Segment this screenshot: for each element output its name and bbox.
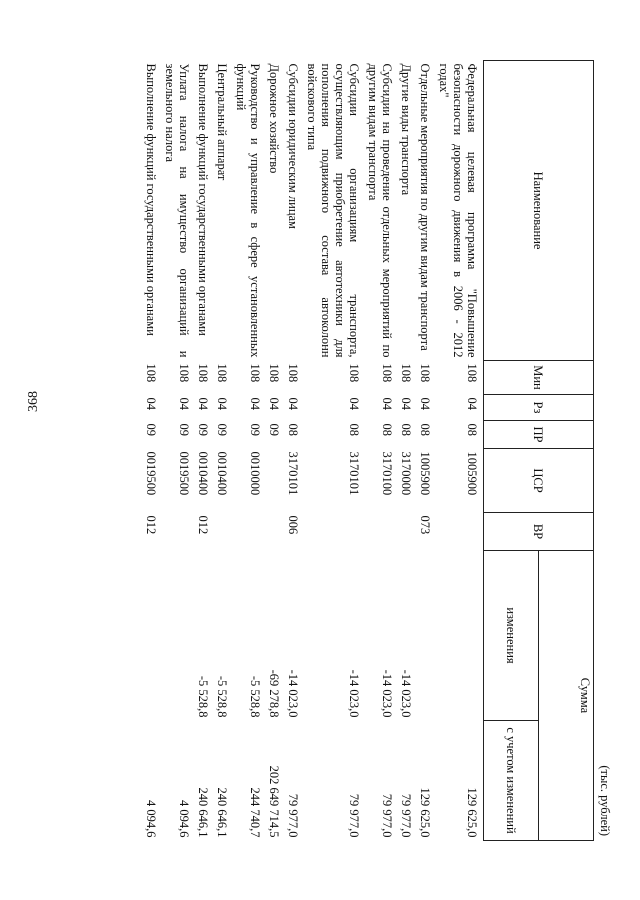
row-vr (162, 513, 195, 551)
row-vr (398, 513, 417, 551)
budget-table-sheet (144, 60, 612, 840)
row-pr: 08 (380, 423, 394, 436)
row-change: -14 023,0 (380, 669, 394, 718)
table-row (233, 61, 266, 841)
row-vr: 012 (144, 515, 158, 535)
row-vr: 006 (286, 515, 300, 535)
row-total: 79 977,0 (286, 793, 300, 838)
row-rz: 04 (380, 397, 394, 410)
row-csr: 0010000 (248, 451, 262, 496)
row-change: -5 528,8 (248, 675, 262, 718)
budget-table (143, 60, 594, 841)
row-vr (436, 513, 484, 551)
row-total: 4 094,6 (177, 800, 191, 838)
row-name: Выполнение функций государственными органами (144, 63, 158, 336)
row-csr: 0010400 (196, 451, 210, 496)
table-row (285, 61, 304, 841)
row-min: 108 (196, 363, 210, 383)
row-name: Федеральная целевая программа "Повышение безопасности дорожного движения в 2006 - 2012 годах" (437, 63, 479, 358)
row-name: Дорожное хозяйство (267, 63, 281, 174)
row-rz: 04 (399, 397, 413, 410)
row-csr (266, 449, 285, 513)
row-min: 108 (215, 363, 229, 383)
header-sum: Сумма (539, 551, 594, 841)
table-row (162, 61, 195, 841)
row-name: Отдельные мероприятия по другим видам транспорта (418, 63, 432, 351)
row-csr: 0010400 (215, 451, 229, 496)
row-min: 108 (248, 363, 262, 383)
header-changes: изменения (484, 551, 539, 721)
table-row (143, 61, 162, 841)
row-name: Субсидии организациям транспорта, осуществляющим приобретение автотехники для пополнения подвижного состава автоколонн войскового типа (305, 63, 361, 358)
header-pr: ПР (484, 421, 594, 449)
row-rz: 04 (286, 397, 300, 410)
row-total: 79 977,0 (347, 793, 361, 838)
row-min: 108 (418, 363, 432, 383)
row-pr: 09 (196, 423, 210, 436)
row-vr: 073 (418, 515, 432, 535)
row-min: 108 (177, 363, 191, 383)
row-vr (233, 513, 266, 551)
row-min: 108 (380, 363, 394, 383)
table-row (266, 61, 285, 841)
row-pr: 09 (144, 423, 158, 436)
header-rz: Рз (484, 395, 594, 421)
row-pr: 08 (465, 423, 479, 436)
row-csr: 1005900 (465, 451, 479, 496)
row-rz: 04 (215, 397, 229, 410)
table-row (398, 61, 417, 841)
row-total: 129 625,0 (418, 787, 432, 838)
row-name: Центральный аппарат (215, 63, 229, 181)
row-total: 79 977,0 (399, 793, 413, 838)
row-min: 108 (465, 363, 479, 383)
row-min: 108 (144, 363, 158, 383)
table-body (143, 61, 484, 841)
table-row (304, 61, 365, 841)
row-pr: 09 (248, 423, 262, 436)
row-total: 244 740,7 (248, 787, 262, 838)
row-min: 108 (399, 363, 413, 383)
row-change (436, 551, 484, 721)
row-total: 79 977,0 (380, 793, 394, 838)
header-csr: ЦСР (484, 449, 594, 513)
row-name: Другие виды транспорта (399, 63, 413, 196)
header-vr: ВР (484, 513, 594, 551)
row-total: 240 646,1 (215, 787, 229, 838)
row-min: 108 (347, 363, 361, 383)
table-row (195, 61, 214, 841)
row-total: 129 625,0 (465, 787, 479, 838)
row-vr (365, 513, 398, 551)
header-name: Наименование (484, 61, 594, 361)
row-vr: 012 (196, 515, 210, 535)
row-change: -5 528,8 (215, 675, 229, 718)
table-row (365, 61, 398, 841)
row-change (143, 551, 162, 721)
table-row (417, 61, 436, 841)
table-row (214, 61, 233, 841)
row-total: 202 649 714,5 (267, 765, 281, 838)
row-rz: 04 (465, 397, 479, 410)
row-rz: 04 (177, 397, 191, 410)
row-change: -69 278,8 (267, 669, 281, 718)
row-total: 240 646,1 (196, 787, 210, 838)
row-pr: 09 (215, 423, 229, 436)
row-change (417, 551, 436, 721)
row-csr: 3170101 (286, 451, 300, 496)
row-change: -5 528,8 (196, 675, 210, 718)
row-rz: 04 (144, 397, 158, 410)
header-min: Мин (484, 361, 594, 395)
row-min: 108 (286, 363, 300, 383)
header-with-changes: с учетом изменений (484, 721, 539, 841)
row-csr: 0019500 (144, 451, 158, 496)
row-change: -14 023,0 (347, 669, 361, 718)
units-note: (тыс. рублей) (598, 765, 612, 836)
row-name: Субсидии на проведение отдельных мероприятий по другим видам транспорта (366, 63, 394, 358)
row-csr: 3170000 (399, 451, 413, 496)
row-rz: 04 (248, 397, 262, 410)
row-pr: 08 (418, 423, 432, 436)
row-change (162, 551, 195, 721)
row-pr: 08 (286, 423, 300, 436)
row-change: -14 023,0 (399, 669, 413, 718)
row-csr: 1005900 (418, 451, 432, 496)
row-rz: 04 (196, 397, 210, 410)
row-name: Выполнение функций государственными органами (196, 63, 210, 336)
row-pr: 09 (267, 423, 281, 436)
row-name: Уплата налога на имущество организаций и земельного налога (163, 63, 191, 358)
row-pr: 09 (177, 423, 191, 436)
row-pr: 08 (399, 423, 413, 436)
row-csr: 3170101 (347, 451, 361, 496)
row-min: 108 (267, 363, 281, 383)
row-rz: 04 (347, 397, 361, 410)
row-pr: 08 (347, 423, 361, 436)
row-csr: 3170100 (380, 451, 394, 496)
row-name: Руководство и управление в сфере установленных функций (234, 63, 262, 358)
row-vr (266, 513, 285, 551)
row-total: 4 094,6 (144, 800, 158, 838)
row-vr (304, 513, 365, 551)
row-rz: 04 (418, 397, 432, 410)
row-name: Субсидии юридическим лицам (286, 63, 300, 229)
row-csr: 0019500 (177, 451, 191, 496)
row-vr (214, 513, 233, 551)
page-number: 368 (26, 391, 41, 412)
table-row (436, 61, 484, 841)
row-rz: 04 (267, 397, 281, 410)
row-change: -14 023,0 (286, 669, 300, 718)
